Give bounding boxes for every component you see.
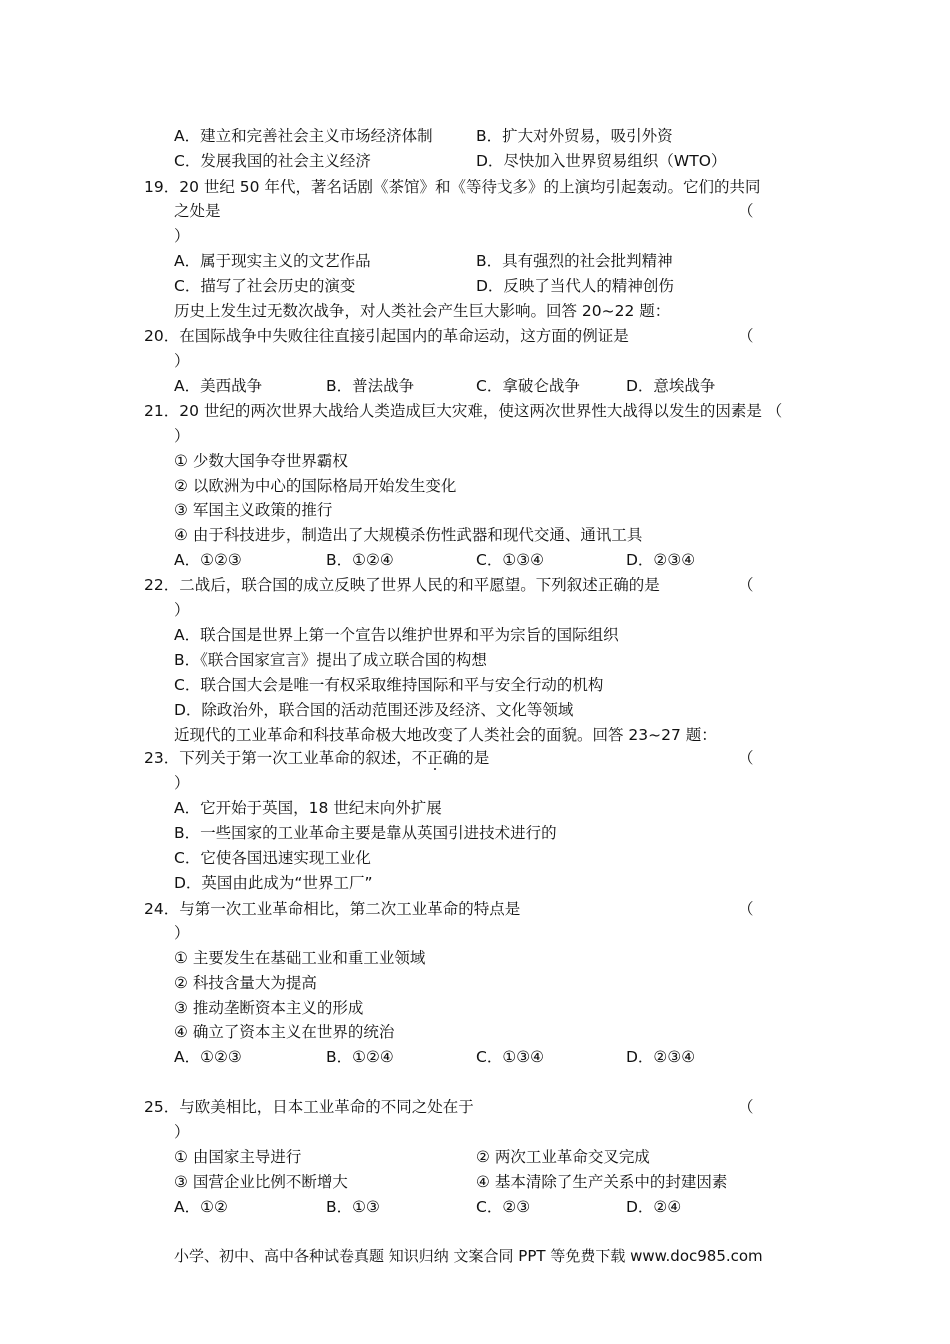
text-line: ① 由国家主导进行: [174, 1148, 302, 1166]
text-line: （: [738, 202, 754, 220]
text-line: D．②④: [626, 1198, 682, 1216]
text-line: C．联合国大会是唯一有权采取维持国际和平与安全行动的机构: [174, 676, 604, 694]
text-line: A．建立和完善社会主义市场经济体制: [174, 127, 433, 145]
text-line: ④ 确立了资本主义在世界的统治: [174, 1023, 395, 1041]
text-line: （: [738, 900, 754, 918]
text-line: ② 科技含量大为提高: [174, 974, 317, 992]
text-line: 之处是: [174, 202, 221, 220]
text-line: ）: [174, 601, 190, 619]
text-line: （: [738, 1098, 754, 1116]
text-line: 23．下列关于第一次工业革命的叙述，不正确的是: [144, 749, 490, 767]
text-line: ① 少数大国争夺世界霸权: [174, 452, 348, 470]
text-line: ）: [174, 1123, 190, 1141]
text-line: B．①②④: [326, 1048, 394, 1066]
text-line: C．①③④: [476, 1048, 545, 1066]
text-line: ③ 国营企业比例不断增大: [174, 1173, 348, 1191]
text-line: ）: [174, 427, 190, 445]
page-footer: 小学、初中、高中各种试卷真题 知识归纳 文案合同 PPT 等免费下载 www.doc985.com: [174, 1247, 763, 1265]
text-line: B．扩大对外贸易，吸引外资: [476, 127, 673, 145]
text-line: ① 主要发生在基础工业和重工业领域: [174, 949, 426, 967]
text-line: （: [738, 327, 754, 345]
text-line: C．①③④: [476, 551, 545, 569]
text-line: 20．在国际战争中失败往往直接引起国内的革命运动，这方面的例证是: [144, 327, 629, 345]
text-line: D．②③④: [626, 551, 696, 569]
text-line: B．一些国家的工业革命主要是靠从英国引进技术进行的: [174, 824, 557, 842]
text-line: （: [738, 576, 754, 594]
text-line: 19．20 世纪 50 年代，著名话剧《茶馆》和《等待戈多》的上演均引起轰动。它们的共同: [144, 178, 761, 196]
text-line: D．反映了当代人的精神创伤: [476, 277, 674, 295]
text-line: B．①③: [326, 1198, 380, 1216]
text-line: A．属于现实主义的文艺作品: [174, 252, 371, 270]
text-line: ② 两次工业革命交叉完成: [476, 1148, 650, 1166]
text-line: ）: [174, 352, 190, 370]
text-line: 24．与第一次工业革命相比，第二次工业革命的特点是: [144, 900, 521, 918]
text-line: C．描写了社会历史的演变: [174, 277, 356, 295]
text-line: C．②③: [476, 1198, 531, 1216]
text-line: ② 以欧洲为中心的国际格局开始发生变化: [174, 477, 457, 495]
text-line: ③ 推动垄断资本主义的形成: [174, 999, 364, 1017]
emphasis-dot: [434, 768, 436, 770]
text-line: 25．与欧美相比，日本工业革命的不同之处在于: [144, 1098, 474, 1116]
text-line: ④ 基本清除了生产关系中的封建因素: [476, 1173, 728, 1191]
text-line: 21．20 世纪的两次世界大战给人类造成巨大灾难，使这两次世界性大战得以发生的因素是 （: [144, 402, 783, 420]
text-line: C．它使各国迅速实现工业化: [174, 849, 371, 867]
text-line: A．它开始于英国，18 世纪末向外扩展: [174, 799, 442, 817]
text-line: B．①②④: [326, 551, 394, 569]
text-line: A．美西战争: [174, 377, 263, 395]
text-line: ④ 由于科技进步，制造出了大规模杀伤性武器和现代交通、通讯工具: [174, 526, 643, 544]
text-line: D．英国由此成为“世界工厂”: [174, 874, 373, 892]
text-line: ）: [174, 924, 190, 942]
text-line: D．除政治外，联合国的活动范围还涉及经济、文化等领域: [174, 701, 574, 719]
text-line: D．尽快加入世界贸易组织（WTO）: [476, 152, 727, 170]
text-line: ）: [174, 774, 190, 792]
text-line: A．①②: [174, 1198, 228, 1216]
text-line: 历史上发生过无数次战争，对人类社会产生巨大影响。回答 20~22 题：: [174, 302, 671, 320]
text-line: D．②③④: [626, 1048, 696, 1066]
text-line: ③ 军国主义政策的推行: [174, 501, 333, 519]
text-line: 近现代的工业革命和科技革命极大地改变了人类社会的面貌。回答 23~27 题：: [174, 726, 717, 744]
text-line: A．①②③: [174, 551, 242, 569]
text-line: B．《联合国家宣言》提出了成立联合国的构想: [174, 651, 487, 669]
text-line: C．发展我国的社会主义经济: [174, 152, 371, 170]
text-line: D．意埃战争: [626, 377, 716, 395]
text-line: A．联合国是世界上第一个宣告以维护世界和平为宗旨的国际组织: [174, 626, 619, 644]
text-line: B．普法战争: [326, 377, 415, 395]
text-line: 22．二战后，联合国的成立反映了世界人民的和平愿望。下列叙述正确的是: [144, 576, 660, 594]
text-line: A．①②③: [174, 1048, 242, 1066]
text-line: （: [738, 749, 754, 767]
text-line: ）: [174, 227, 190, 245]
text-line: B．具有强烈的社会批判精神: [476, 252, 673, 270]
text-line: C．拿破仑战争: [476, 377, 580, 395]
